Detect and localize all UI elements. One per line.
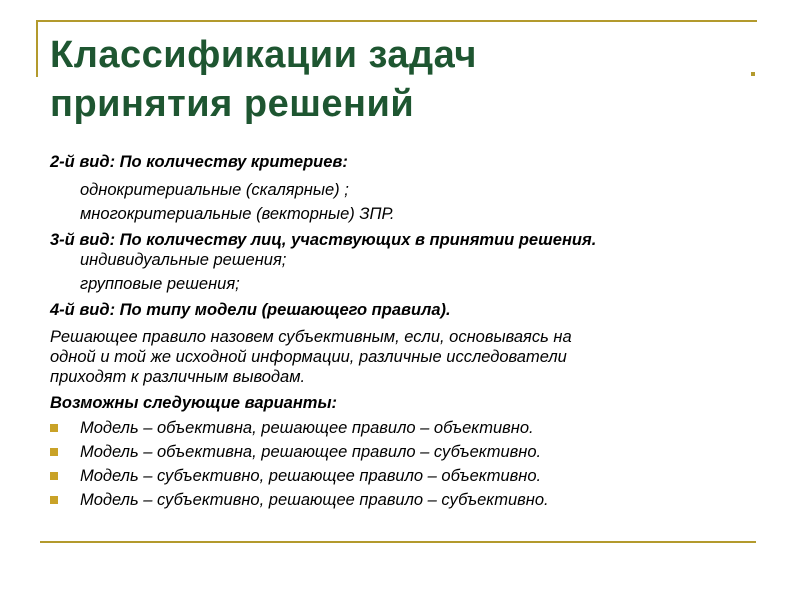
type3-item-2: групповые решения; bbox=[80, 275, 240, 293]
variant-item-4: Модель – субъективно, решающее правило – субъективно. bbox=[80, 491, 549, 509]
type3-item-1: индивидуальные решения; bbox=[80, 251, 287, 269]
bullet-icon bbox=[50, 424, 58, 432]
variant-item-1: Модель – объективна, решающее правило – объективно. bbox=[80, 419, 534, 437]
bullet-icon bbox=[50, 496, 58, 504]
rule-text-line-2: одной и той же исходной информации, различные исследователи bbox=[50, 348, 567, 366]
rule-text-line-3: приходят к различным выводам. bbox=[50, 368, 306, 386]
type2-heading: 2-й вид: По количеству критериев: bbox=[50, 153, 348, 171]
variant-item-3: Модель – субъективно, решающее правило – объективно. bbox=[80, 467, 542, 485]
slide-title-line-1: Классификации задач bbox=[50, 34, 477, 76]
variants-heading: Возможны следующие варианты: bbox=[50, 394, 338, 412]
rule-text-line-1: Решающее правило назовем субъективным, если, основываясь на bbox=[50, 328, 572, 346]
type2-item-1: однокритериальные (скалярные) ; bbox=[80, 181, 349, 199]
type4-heading: 4-й вид: По типу модели (решающего правила). bbox=[50, 301, 451, 319]
slide-title-line-2: принятия решений bbox=[50, 83, 415, 125]
type3-heading: 3-й вид: По количеству лиц, участвующих в принятии решения. bbox=[50, 231, 597, 249]
bottom-rule bbox=[40, 541, 756, 543]
type2-item-2: многокритериальные (векторные) ЗПР. bbox=[80, 205, 395, 223]
bullet-icon bbox=[50, 448, 58, 456]
bullet-icon bbox=[50, 472, 58, 480]
variant-item-2: Модель – объективна, решающее правило – субъективно. bbox=[80, 443, 542, 461]
